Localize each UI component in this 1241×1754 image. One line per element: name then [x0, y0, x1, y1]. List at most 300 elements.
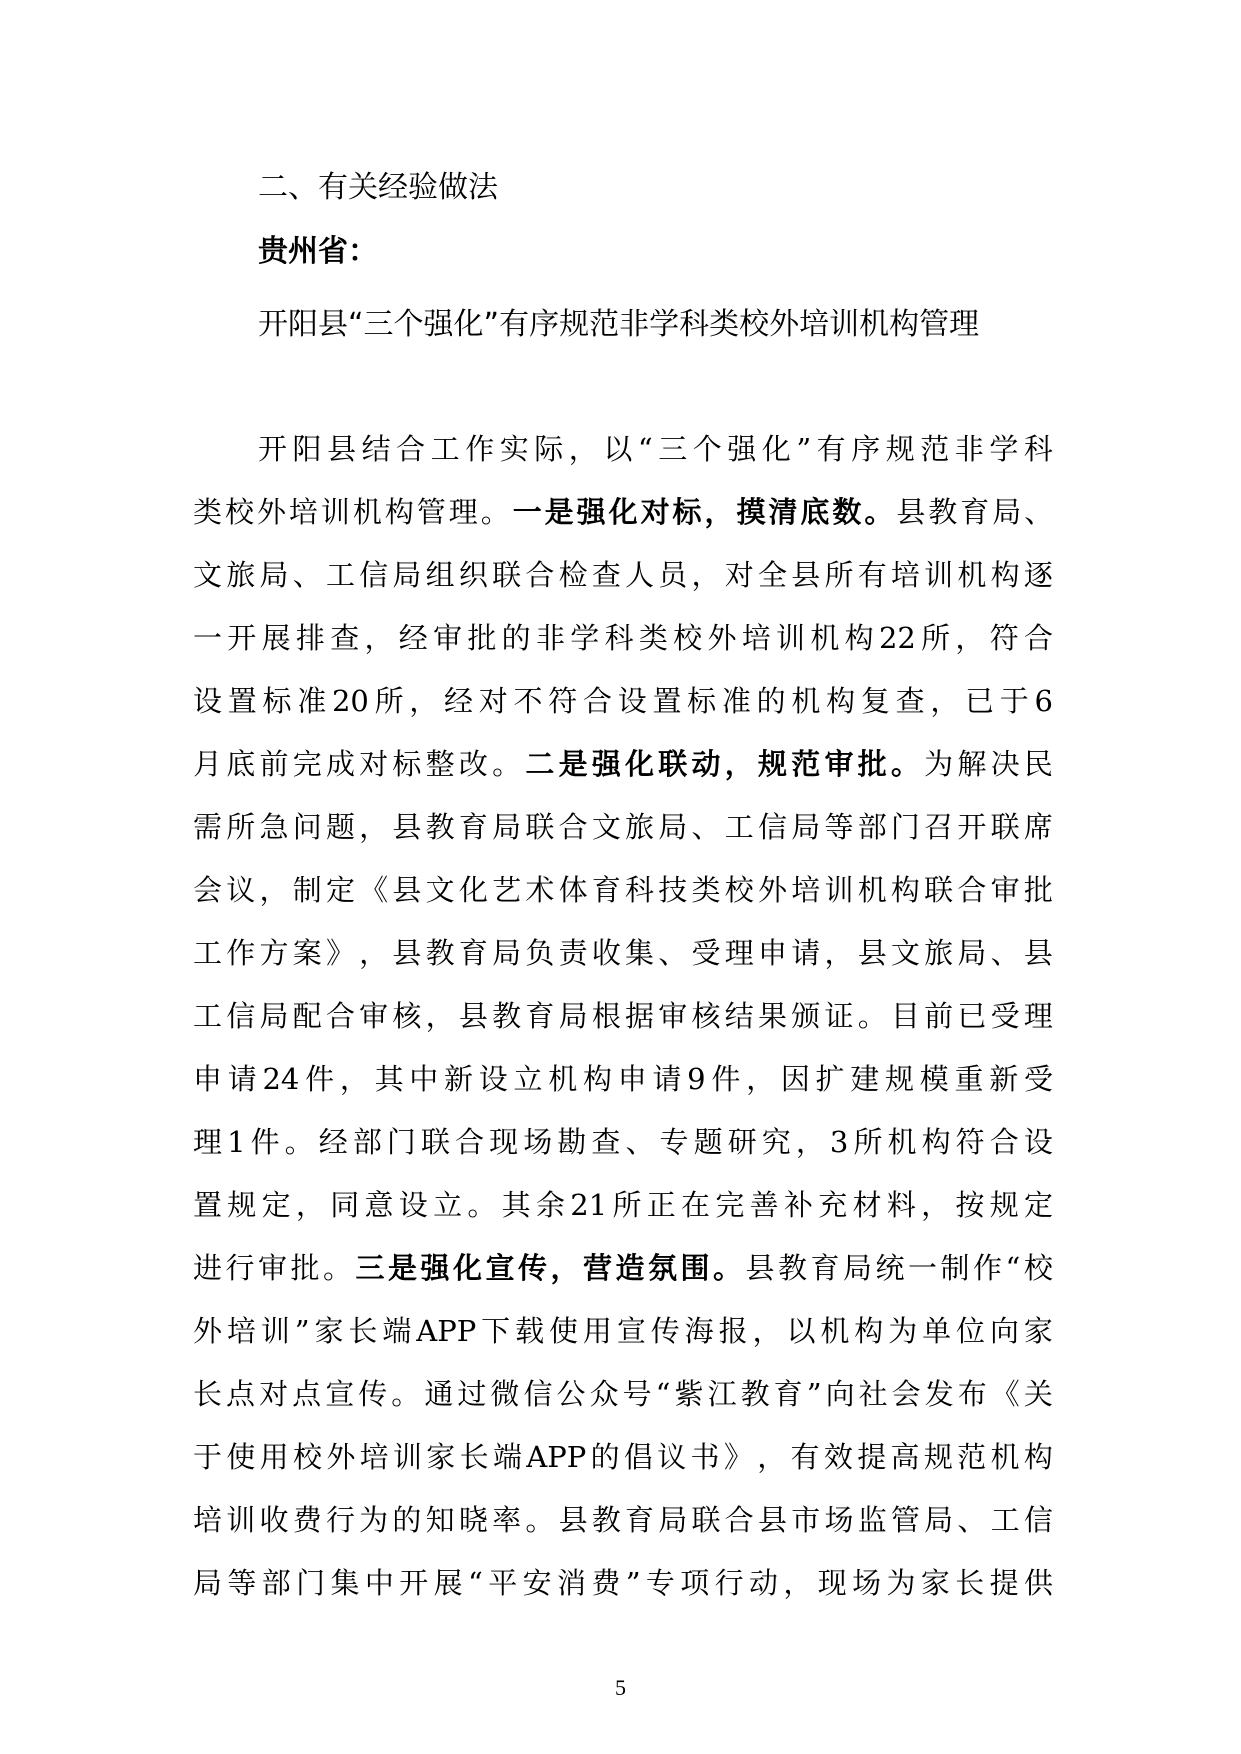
body-text: 召 — [924, 810, 954, 844]
body-text: 审 — [433, 621, 463, 655]
body-text: 构 — [921, 1125, 951, 1159]
body-text: 。 — [713, 1251, 743, 1285]
body-text: ， — [824, 936, 854, 970]
body-text: 信 — [226, 999, 256, 1033]
body-text: 载 — [515, 1314, 545, 1348]
body-text: 信 — [523, 1377, 553, 1411]
body-text: 标 — [687, 684, 717, 718]
body-text: 数 — [832, 495, 862, 529]
body-text: 教 — [425, 936, 455, 970]
body-text: 为 — [924, 747, 954, 781]
body-text: 费 — [591, 1566, 621, 1600]
body-text: 重 — [954, 1062, 984, 1096]
body-text: 训 — [320, 495, 350, 529]
body-text: 不 — [513, 684, 543, 718]
body-line — [193, 1174, 1053, 1237]
body-text: ， — [339, 1062, 369, 1096]
body-text: 局 — [992, 495, 1022, 529]
body-text: 江 — [707, 1377, 737, 1411]
body-text: 作 — [465, 432, 495, 466]
body-text: 社 — [858, 1377, 888, 1411]
body-text: 收 — [591, 936, 621, 970]
body-text: 专 — [659, 1125, 689, 1159]
body-text: 外 — [707, 621, 737, 655]
body-text: 率 — [492, 1503, 522, 1537]
body-text: 用 — [582, 1314, 612, 1348]
body-text: 旅 — [226, 558, 256, 592]
body-text: 的 — [501, 621, 531, 655]
section-heading: 二、有关经验做法 — [258, 170, 498, 205]
body-text: 信 — [757, 810, 787, 844]
body-text: ， — [930, 684, 960, 718]
body-text: 建 — [850, 1062, 880, 1096]
body-text: 展 — [261, 621, 291, 655]
body-text: 据 — [625, 999, 655, 1033]
body-text: 问 — [292, 810, 322, 844]
body-text: 成 — [325, 747, 355, 781]
body-text: 紫 — [674, 1377, 704, 1411]
body-text: 构 — [890, 873, 920, 907]
body-text: 立 — [433, 1188, 463, 1222]
body-text: 海 — [684, 1314, 714, 1348]
body-text: 全 — [757, 558, 787, 592]
body-text: 标 — [672, 495, 702, 529]
body-text: 育 — [458, 936, 488, 970]
body-text: 局 — [492, 810, 522, 844]
body-text: 定 — [1024, 1188, 1054, 1222]
body-text: 、 — [658, 936, 688, 970]
body-text: 是 — [388, 1251, 418, 1285]
body-text: 长 — [459, 1440, 489, 1474]
body-text: 县 — [392, 936, 422, 970]
body-text: 点 — [226, 1377, 256, 1411]
body-text: 旅 — [625, 810, 655, 844]
body-text: 化 — [625, 747, 655, 781]
body-text: 21 — [570, 1188, 608, 1222]
body-text: 标 — [262, 684, 292, 718]
body-text: 县 — [857, 936, 887, 970]
body-text: 》 — [723, 1440, 753, 1474]
body-text: 一 — [908, 1251, 938, 1285]
body-text: 、 — [292, 558, 322, 592]
body-text: 倡 — [623, 1440, 653, 1474]
body-text: 22 — [878, 621, 916, 655]
body-text: 符 — [955, 1125, 985, 1159]
body-text: 6 — [1034, 684, 1053, 718]
body-text: 县 — [791, 558, 821, 592]
body-text: 立 — [513, 1062, 543, 1096]
body-text: 、 — [1024, 495, 1054, 529]
body-text: 意 — [364, 1188, 394, 1222]
body-text: 三 — [658, 432, 688, 466]
body-line — [193, 733, 1053, 796]
body-text: 20 — [331, 684, 369, 718]
body-text: ” — [294, 1314, 310, 1348]
body-text: 三 — [355, 1251, 385, 1285]
body-text: 宣 — [616, 1314, 646, 1348]
page-number: 5 — [615, 1675, 626, 1700]
body-text: ， — [295, 1188, 325, 1222]
body-text: 受 — [691, 936, 721, 970]
body-text: 会 — [891, 1377, 921, 1411]
body-text: 查 — [591, 1125, 621, 1159]
body-text: 育 — [625, 1503, 655, 1537]
body-text: ， — [955, 621, 985, 655]
body-text: 个 — [692, 432, 722, 466]
body-text: 微 — [490, 1377, 520, 1411]
body-text: 对 — [478, 684, 508, 718]
body-text: 场 — [523, 1125, 553, 1159]
body-text: 下 — [481, 1314, 511, 1348]
body-text: 织 — [458, 558, 488, 592]
body-text: 行 — [325, 1503, 355, 1537]
body-text: 方 — [259, 936, 289, 970]
body-text: 众 — [589, 1377, 619, 1411]
body-text: 研 — [727, 1125, 757, 1159]
body-text: 底 — [800, 495, 830, 529]
body-text: 科 — [625, 873, 655, 907]
body-line — [193, 1237, 1053, 1300]
body-line — [193, 922, 1053, 985]
body-text: 提 — [857, 1440, 887, 1474]
body-text: 议 — [226, 873, 256, 907]
body-line — [193, 1552, 1053, 1615]
body-line — [193, 670, 1053, 733]
body-text: “ — [655, 1377, 671, 1411]
body-text: 请 — [791, 936, 821, 970]
body-text: 教 — [778, 1251, 808, 1285]
body-text: 类 — [193, 495, 223, 529]
body-text: 查 — [591, 558, 621, 592]
body-text: 9 — [687, 1062, 706, 1096]
body-text: ， — [746, 1062, 776, 1096]
body-text: ， — [364, 621, 394, 655]
body-text: 外 — [326, 1440, 356, 1474]
body-text: 符 — [548, 684, 578, 718]
body-text: 新 — [444, 1062, 474, 1096]
body-text: 县 — [458, 999, 488, 1033]
body-text: 审 — [258, 1251, 288, 1285]
body-text: 月 — [193, 747, 223, 781]
body-text: “ — [468, 1566, 483, 1600]
body-text: 单 — [922, 1314, 952, 1348]
body-text: 机 — [352, 495, 382, 529]
body-text: 县 — [558, 1503, 588, 1537]
body-text: 教 — [425, 810, 455, 844]
body-text: ， — [409, 684, 439, 718]
body-text: 局 — [658, 810, 688, 844]
body-text: 为 — [359, 1503, 389, 1537]
body-text: 合 — [1024, 621, 1054, 655]
body-line — [193, 1300, 1053, 1363]
body-text: 县 — [745, 1251, 775, 1285]
body-line — [193, 418, 1053, 481]
body-text: 已 — [957, 999, 987, 1033]
body-text: 充 — [818, 1188, 848, 1222]
body-text: 扩 — [815, 1062, 845, 1096]
body-text: 、 — [691, 810, 721, 844]
article-body — [193, 418, 1053, 1615]
body-text: 收 — [259, 1503, 289, 1537]
body-text: 机 — [857, 873, 887, 907]
body-text: 结 — [724, 999, 754, 1033]
body-text: 需 — [193, 810, 223, 844]
body-text: 合 — [525, 558, 555, 592]
body-text: 校 — [224, 495, 254, 529]
body-text: 部 — [857, 810, 887, 844]
body-text: 3 — [829, 1125, 849, 1159]
body-text: 规 — [923, 1440, 953, 1474]
body-text: 标 — [392, 747, 422, 781]
body-text: 机 — [548, 1062, 578, 1096]
body-text: 市 — [791, 1503, 821, 1537]
body-text: 置 — [227, 684, 257, 718]
body-text: 合 — [724, 1503, 754, 1537]
body-text: 布 — [957, 1377, 987, 1411]
body-text: 果 — [757, 999, 787, 1033]
body-text: 育 — [458, 810, 488, 844]
body-text: 是 — [558, 747, 588, 781]
body-text: 家 — [314, 1314, 344, 1348]
body-text: 作 — [973, 1251, 1003, 1285]
body-text: 学 — [989, 432, 1019, 466]
body-text: 等 — [227, 1566, 257, 1600]
body-text: 构 — [990, 558, 1020, 592]
body-text: 核 — [392, 999, 422, 1033]
body-text: 题 — [325, 810, 355, 844]
body-text: 。 — [857, 999, 887, 1033]
body-text: 目 — [890, 999, 920, 1033]
body-text: 。 — [284, 1125, 314, 1159]
body-text: ， — [568, 432, 598, 466]
body-text: 申 — [193, 1062, 223, 1096]
body-text: 工 — [430, 432, 460, 466]
body-text: 旅 — [924, 936, 954, 970]
body-text: 所 — [921, 621, 951, 655]
body-text: 集 — [330, 1566, 360, 1600]
body-text: 设 — [398, 1188, 428, 1222]
body-text: 信 — [359, 558, 389, 592]
body-text: 所 — [374, 684, 404, 718]
body-text: 对 — [259, 1377, 289, 1411]
body-text: 发 — [924, 1377, 954, 1411]
body-text: 消 — [556, 1566, 586, 1600]
body-text: 化 — [761, 432, 791, 466]
body-text: 合 — [989, 1125, 1019, 1159]
body-text: 行 — [714, 1566, 744, 1600]
body-text: 体 — [558, 873, 588, 907]
body-text: 学 — [570, 621, 600, 655]
body-text: 所 — [226, 810, 256, 844]
body-text: 审 — [990, 873, 1020, 907]
body-text: 管 — [416, 495, 446, 529]
body-text: 联 — [658, 747, 688, 781]
body-line — [193, 1426, 1053, 1489]
body-text: 县 — [896, 495, 926, 529]
body-text: 定 — [325, 873, 355, 907]
body-text: 化 — [453, 1251, 483, 1285]
body-text: ， — [795, 1125, 825, 1159]
body-text: 批 — [290, 1251, 320, 1285]
body-text: 有 — [790, 1440, 820, 1474]
body-text: 的 — [756, 684, 786, 718]
body-text: 已 — [965, 684, 995, 718]
body-text: 其 — [501, 1188, 531, 1222]
body-text: 氛 — [648, 1251, 678, 1285]
body-text: 材 — [852, 1188, 882, 1222]
body-text: 宣 — [485, 1251, 515, 1285]
body-text: 所 — [853, 1125, 883, 1159]
body-text: ， — [550, 1251, 580, 1285]
body-text: 项 — [680, 1566, 710, 1600]
body-text: 设 — [1023, 1125, 1053, 1159]
body-text: 非 — [535, 621, 565, 655]
body-text: 是 — [544, 495, 574, 529]
body-text: 件 — [250, 1125, 280, 1159]
body-line — [193, 859, 1053, 922]
body-text: 。 — [323, 1251, 353, 1285]
body-text: 局 — [392, 558, 422, 592]
body-text: 训 — [824, 873, 854, 907]
body-text: 受 — [990, 999, 1020, 1033]
body-text: 局 — [843, 1251, 873, 1285]
body-text: 集 — [625, 936, 655, 970]
body-text: 席 — [1023, 810, 1053, 844]
body-text: 教 — [928, 495, 958, 529]
body-text: 有 — [857, 558, 887, 592]
body-text: 类 — [691, 873, 721, 907]
body-text: 科 — [1023, 432, 1053, 466]
body-text: 围 — [680, 1251, 710, 1285]
body-line — [193, 1489, 1053, 1552]
body-text: APP — [526, 1440, 587, 1474]
body-text: 因 — [780, 1062, 810, 1096]
body-text: 中 — [364, 1566, 394, 1600]
body-text: 件 — [305, 1062, 335, 1096]
body-text: 规 — [989, 1188, 1019, 1222]
body-text: 培 — [193, 1503, 223, 1537]
body-text: 专 — [645, 1566, 675, 1600]
body-text: 行 — [225, 1251, 255, 1285]
body-text: APP — [416, 1314, 477, 1348]
body-text: 底 — [226, 747, 256, 781]
body-text: 序 — [851, 432, 881, 466]
body-text: 统 — [875, 1251, 905, 1285]
body-text: 《 — [359, 873, 389, 907]
body-text: 同 — [330, 1188, 360, 1222]
body-text: 训 — [226, 1503, 256, 1537]
body-text: 理 — [1023, 999, 1053, 1033]
body-text: 理 — [448, 495, 478, 529]
body-text: 育 — [525, 999, 555, 1033]
body-text: 长 — [193, 1377, 223, 1411]
body-text: 工 — [193, 999, 223, 1033]
body-text: 局 — [658, 1503, 688, 1537]
body-text: 准 — [297, 684, 327, 718]
body-text: 经 — [444, 684, 474, 718]
body-text: 机 — [820, 1314, 850, 1348]
body-line — [193, 1048, 1053, 1111]
body-text: 点 — [292, 1377, 322, 1411]
body-text: 管 — [890, 1503, 920, 1537]
body-text: 育 — [773, 1377, 803, 1411]
body-text: 其 — [374, 1062, 404, 1096]
body-text: 局 — [193, 1566, 223, 1600]
body-text: 员 — [658, 558, 688, 592]
body-text: 长 — [348, 1314, 378, 1348]
body-text: 24 — [262, 1062, 300, 1096]
body-text: 门 — [386, 1125, 416, 1159]
body-text: 请 — [652, 1062, 682, 1096]
body-text: 证 — [824, 999, 854, 1033]
body-text: 高 — [890, 1440, 920, 1474]
body-text: 。 — [480, 495, 510, 529]
body-text: 于 — [999, 684, 1029, 718]
body-text: 训 — [924, 558, 954, 592]
body-text: “ — [637, 432, 653, 466]
body-text: 准 — [721, 684, 751, 718]
body-text: 效 — [823, 1440, 853, 1474]
body-text: 联 — [492, 558, 522, 592]
body-text: 联 — [525, 810, 555, 844]
body-text: 根 — [591, 999, 621, 1033]
body-text: 动 — [691, 747, 721, 781]
body-text: 工 — [990, 1503, 1020, 1537]
body-text: 训 — [392, 1440, 422, 1474]
body-text: 合 — [582, 684, 612, 718]
body-text: 现 — [489, 1125, 519, 1159]
body-text: 范 — [791, 747, 821, 781]
body-text: 育 — [591, 873, 621, 907]
body-text: 设 — [193, 684, 223, 718]
body-text: 术 — [525, 873, 555, 907]
body-text: 以 — [786, 1314, 816, 1348]
body-text: 培 — [791, 873, 821, 907]
body-text: 料 — [886, 1188, 916, 1222]
body-text: 文 — [193, 558, 223, 592]
body-text: 审 — [658, 999, 688, 1033]
body-text: 经 — [318, 1125, 348, 1159]
body-text: “ — [1005, 1251, 1021, 1285]
body-text: 为 — [886, 1566, 916, 1600]
body-text: ， — [259, 873, 289, 907]
body-line — [193, 544, 1053, 607]
body-text: 合 — [325, 999, 355, 1033]
body-text: 申 — [617, 1062, 647, 1096]
body-text: 安 — [522, 1566, 552, 1600]
body-text: 理 — [724, 936, 754, 970]
body-text: 改 — [458, 747, 488, 781]
body-text: 定 — [261, 1188, 291, 1222]
body-text: 现 — [817, 1566, 847, 1600]
body-text: 责 — [558, 936, 588, 970]
body-text: 培 — [359, 1440, 389, 1474]
body-text: 阳 — [292, 432, 322, 466]
body-text: 构 — [582, 1062, 612, 1096]
body-text: 向 — [825, 1377, 855, 1411]
body-text: 培 — [890, 558, 920, 592]
body-text: 强 — [576, 495, 606, 529]
body-text: 会 — [193, 873, 223, 907]
body-text: 。 — [391, 1377, 421, 1411]
body-text: 外 — [757, 873, 787, 907]
body-text: 县 — [392, 873, 422, 907]
body-text: 局 — [957, 936, 987, 970]
body-text: 合 — [957, 873, 987, 907]
body-text: 动 — [749, 1566, 779, 1600]
body-text: 家 — [1023, 1314, 1053, 1348]
body-text: 对 — [359, 747, 389, 781]
